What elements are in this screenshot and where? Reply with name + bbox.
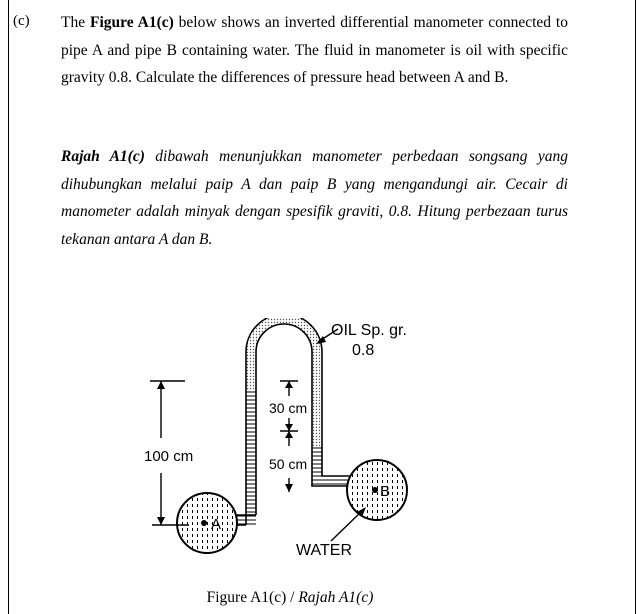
question-text-malay	[61, 143, 568, 253]
oil-label-line1: OIL Sp. gr.	[331, 322, 407, 339]
manometer-diagram	[135, 318, 435, 568]
caption-malay: Rajah A1(c)	[298, 589, 374, 606]
dim-30cm	[269, 381, 307, 431]
dim-50cm	[269, 431, 307, 492]
dim-30-label: 30 cm	[269, 400, 308, 416]
right-leg-water	[312, 446, 322, 486]
english-body: below shows an inverted differential manometer connected to pipe A and pipe B containing water. The fluid in manometer is oil with specific gravity 0.8. Calculate the differences of pressure head between A and B.	[61, 14, 568, 86]
water-label: WATER	[296, 542, 352, 559]
question-label: (c)	[13, 13, 30, 29]
pipe-a	[177, 493, 237, 553]
caption-english: Figure A1(c) /	[206, 589, 299, 606]
question-text-english	[61, 9, 568, 92]
figure-caption	[0, 589, 580, 607]
english-figure-ref: Figure A1(c)	[89, 14, 174, 31]
english-pre: The	[61, 14, 90, 31]
left-leg-water	[246, 390, 256, 525]
dim-100-label: 100 cm	[144, 448, 194, 465]
malay-body: dibawah menunjukkan manometer perbedaan songsang yang dihubungkan melalui paip A dan paip B yang mengandungi air. Cecair di manometer adalah minyak dengan spesifik graviti, 0.8. Hitung perbezaan turus tekanan antara A dan B.	[61, 148, 568, 248]
right-connector-water	[322, 476, 350, 486]
oil-label-line2: 0.8	[352, 342, 375, 359]
malay-figure-ref: Rajah A1(c)	[61, 148, 145, 165]
pipe-b	[347, 460, 407, 520]
dim-50-label: 50 cm	[269, 456, 308, 472]
right-border-line	[635, 0, 636, 614]
pipe-a-label: A	[211, 516, 222, 533]
left-border-line	[8, 0, 9, 614]
pipe-b-label: B	[380, 483, 391, 500]
oil-arch	[246, 318, 322, 446]
